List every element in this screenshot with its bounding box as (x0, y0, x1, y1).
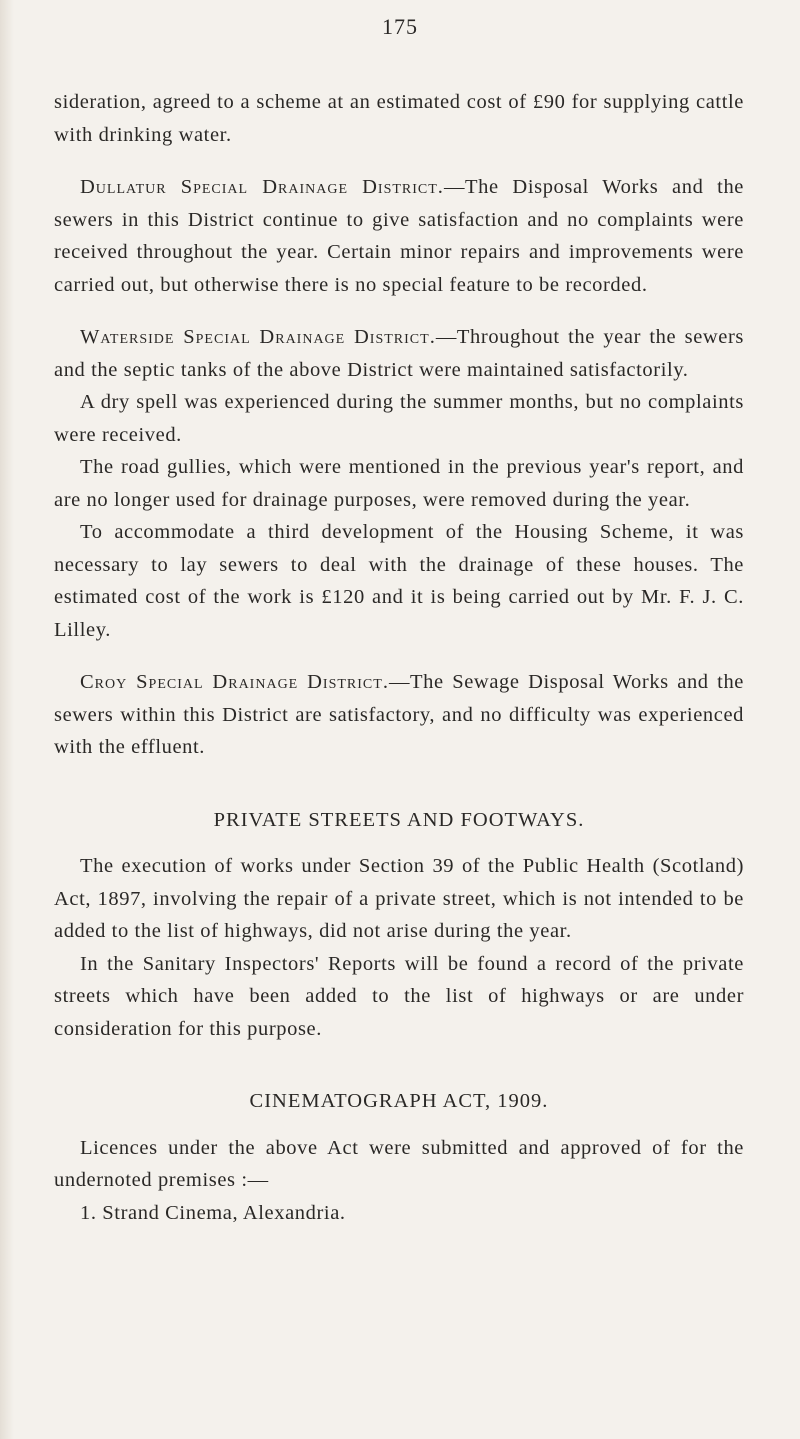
heading-private-streets: PRIVATE STREETS AND FOOTWAYS. (213, 808, 585, 831)
paragraph-croy (54, 666, 744, 764)
list-item: 1. Strand Cinema, Alexandria. (80, 1201, 346, 1224)
paragraph-section-39: The execution of works under Section 39 of the Public Health (Scotland) Act, 1897, involving the repair of a private street, which is not intended to be added to the list of highways, did not arise during the year. (54, 855, 744, 942)
section-heading-croy: Croy Special Drainage District. (80, 671, 389, 693)
heading-cinematograph-act: CINEMATOGRAPH ACT, 1909. (249, 1090, 549, 1112)
page-number: 175 (382, 14, 418, 39)
section-heading-waterside: Waterside Special Drainage District. (80, 326, 436, 348)
body-text (54, 86, 744, 1229)
paragraph-continuation: sideration, agreed to a scheme at an estimated cost of £90 for supplying cattle with drinking water. (54, 91, 744, 146)
scan-edge-shadow (0, 0, 14, 1439)
paragraph-housing-scheme: To accommodate a third development of the Housing Scheme, it was necessary to lay sewers to deal with the drainage of these houses. The estimated cost of the work is £120 and it is being carried out by Mr. F. J. C. Lilley. (54, 521, 744, 641)
paragraph-road-gullies: The road gullies, which were mentioned in the previous year's report, and are no longer used for drainage purposes, were removed during the year. (54, 456, 744, 511)
paragraph-dullatur (54, 171, 744, 301)
paragraph-dullatur-body: —The Disposal Works and the sewers in this District continue to give satisfaction and no complaints were received throughout the year. Certain minor repairs and improvements were carried out, but otherwise there is no special feature to be recorded. (54, 176, 744, 296)
paragraph-croy-body: —The Sewage Disposal Works and the sewers within this District are satisfactory, and no difficulty was experienced with the effluent. (54, 671, 745, 758)
paragraph-sanitary-inspectors: In the Sanitary Inspectors' Reports will be found a record of the private streets which have been added to the list of highways or are under consideration for this purpose. (54, 952, 744, 1040)
paragraph-licences: Licences under the above Act were submitted and approved of for the undernoted premises :— (54, 1136, 744, 1191)
section-heading-dullatur: Dullatur Special Drainage District. (80, 176, 444, 198)
paragraph-waterside (54, 321, 744, 386)
paragraph-dry-spell: A dry spell was experienced during the summer months, but no complaints were received. (54, 391, 744, 446)
paragraph-waterside-body: —Throughout the year the sewers and the septic tanks of the above District were maintained satisfactorily. (54, 326, 744, 381)
